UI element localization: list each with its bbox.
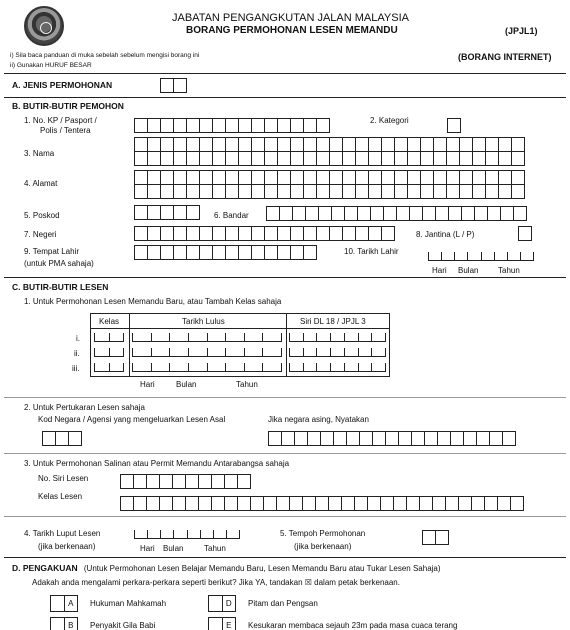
c2a-label: Kod Negara / Agensi yang mengeluarkan Lesen Asal — [38, 415, 226, 424]
poskod-label: 5. Poskod — [24, 211, 60, 220]
col-tarikh: Tarikh Lulus — [182, 317, 225, 326]
tempat-lahir-field[interactable] — [134, 245, 316, 260]
bandar-field[interactable] — [266, 206, 526, 221]
no-siri-lesen-field[interactable] — [120, 474, 250, 489]
divider — [4, 453, 566, 454]
item-b-label: Penyakit Gila Babi — [90, 621, 156, 630]
col-siri: Siri DL 18 / JPJL 3 — [300, 317, 366, 326]
checkbox-e[interactable]: E — [208, 617, 236, 630]
tarikh-lulus-field[interactable] — [132, 348, 282, 357]
checkbox-b[interactable]: B — [50, 617, 78, 630]
form-title: BORANG PERMOHONAN LESEN MEMANDU — [186, 25, 398, 36]
month-label: Bulan — [163, 544, 184, 553]
c3b-label: Kelas Lesen — [38, 492, 83, 501]
c5-label: 5. Tempoh Permohonan — [280, 529, 366, 538]
nama-label: 3. Nama — [24, 149, 55, 158]
c1-label: 1. Untuk Permohonan Lesen Memandu Baru, atau Tambah Kelas sahaja — [24, 297, 282, 306]
col-kelas: Kelas — [99, 317, 120, 326]
ic-label: 1. No. KP / Pasport / — [24, 116, 97, 125]
negeri-label: 7. Negeri — [24, 230, 57, 239]
nama-field-row-2[interactable] — [134, 151, 524, 166]
negara-asing-field[interactable] — [268, 431, 515, 446]
kod-negara-field[interactable] — [42, 431, 81, 446]
kelas-lesen-field[interactable] — [120, 496, 523, 511]
alamat-label: 4. Alamat — [24, 179, 58, 188]
alamat-field-row-2[interactable] — [134, 184, 524, 199]
item-e-label: Kesukaran membaca sejauh 23m pada masa cuaca terang — [248, 621, 458, 630]
c3-label: 3. Untuk Permohonan Salinan atau Permit Memandu Antarabangsa sahaja — [24, 459, 290, 468]
ic-label-2: Polis / Tentera — [40, 126, 91, 135]
section-c-title: C. BUTIR-BUTIR LESEN — [12, 282, 109, 292]
row-label: iii. — [72, 364, 80, 373]
kategori-field[interactable] — [447, 118, 460, 133]
kategori-label: 2. Kategori — [370, 116, 409, 125]
siri-field[interactable] — [289, 363, 386, 372]
negeri-field[interactable] — [134, 226, 394, 241]
jantina-field[interactable] — [518, 226, 531, 241]
row-label: i. — [76, 334, 80, 343]
note-2: ii) Gunakan HURUF BESAR — [10, 62, 92, 69]
jpj-logo-icon — [24, 6, 64, 46]
section-d-title: D. PENGAKUAN — [12, 563, 78, 573]
section-a-title: A. JENIS PERMOHONAN — [12, 80, 113, 90]
divider — [4, 97, 566, 98]
item-a-label: Hukuman Mahkamah — [90, 599, 167, 608]
kelas-field[interactable] — [94, 333, 124, 342]
checkbox-a[interactable]: A — [50, 595, 78, 612]
poskod-field[interactable] — [134, 205, 199, 220]
internet-label: (BORANG INTERNET) — [458, 52, 552, 62]
tempoh-field[interactable] — [422, 530, 448, 545]
year-label: Tahun — [204, 544, 226, 553]
item-d-label: Pitam dan Pengsan — [248, 599, 318, 608]
dob-year-label: Tahun — [498, 266, 520, 275]
jenis-permohonan-boxes[interactable] — [160, 78, 186, 93]
declaration-question: Adakah anda mengalami perkara-perkara seperti berikut? Jika YA, tandakan ☒ dalam petak berkenaan. — [32, 578, 400, 587]
bandar-label: 6. Bandar — [214, 211, 249, 220]
c4-label: 4. Tarikh Luput Lesen — [24, 529, 101, 538]
checkbox-d[interactable]: D — [208, 595, 236, 612]
tarikh-lahir-field[interactable] — [428, 252, 534, 261]
kelas-field[interactable] — [94, 363, 124, 372]
divider — [4, 277, 566, 278]
tarikh-lahir-label: 10. Tarikh Lahir — [344, 247, 399, 256]
c2-label: 2. Untuk Pertukaran Lesen sahaja — [24, 403, 145, 412]
siri-field[interactable] — [289, 333, 386, 342]
dob-month-label: Bulan — [458, 266, 479, 275]
day-label: Hari — [140, 380, 155, 389]
org-name: JABATAN PENGANGKUTAN JALAN MALAYSIA — [172, 12, 409, 24]
nama-field-row-1[interactable] — [134, 137, 524, 152]
divider — [4, 73, 566, 74]
form-code: (JPJL1) — [505, 26, 538, 36]
divider — [4, 557, 566, 558]
section-d-header — [12, 563, 441, 573]
dob-day-label: Hari — [432, 266, 447, 275]
month-label: Bulan — [176, 380, 197, 389]
c4-note: (jika berkenaan) — [38, 542, 96, 551]
jantina-label: 8. Jantina (L / P) — [416, 230, 475, 239]
ic-number-field[interactable] — [134, 118, 329, 133]
tarikh-lulus-field[interactable] — [132, 363, 282, 372]
year-label: Tahun — [236, 380, 258, 389]
c5-note: (jika berkenaan) — [294, 542, 352, 551]
tempat-lahir-label: 9. Tempat Lahir — [24, 247, 79, 256]
divider — [4, 397, 566, 398]
c2b-label: Jika negara asing, Nyatakan — [268, 415, 369, 424]
tarikh-luput-field[interactable] — [134, 530, 240, 539]
tarikh-lulus-field[interactable] — [132, 333, 282, 342]
day-label: Hari — [140, 544, 155, 553]
c3a-label: No. Siri Lesen — [38, 474, 89, 483]
section-d-subtitle: (Untuk Permohonan Lesen Belajar Memandu Baru, Lesen Memandu Baru atau Tukar Lesen Sahaja) — [83, 564, 441, 573]
kelas-field[interactable] — [94, 348, 124, 357]
divider — [4, 516, 566, 517]
note-1: i) Sila baca panduan di muka sebelah sebelum mengisi borang ini — [10, 52, 200, 59]
siri-field[interactable] — [289, 348, 386, 357]
alamat-field-row-1[interactable] — [134, 170, 524, 185]
section-b-title: B. BUTIR-BUTIR PEMOHON — [12, 101, 124, 111]
tempat-lahir-note: (untuk PMA sahaja) — [24, 259, 94, 268]
row-label: ii. — [74, 349, 80, 358]
